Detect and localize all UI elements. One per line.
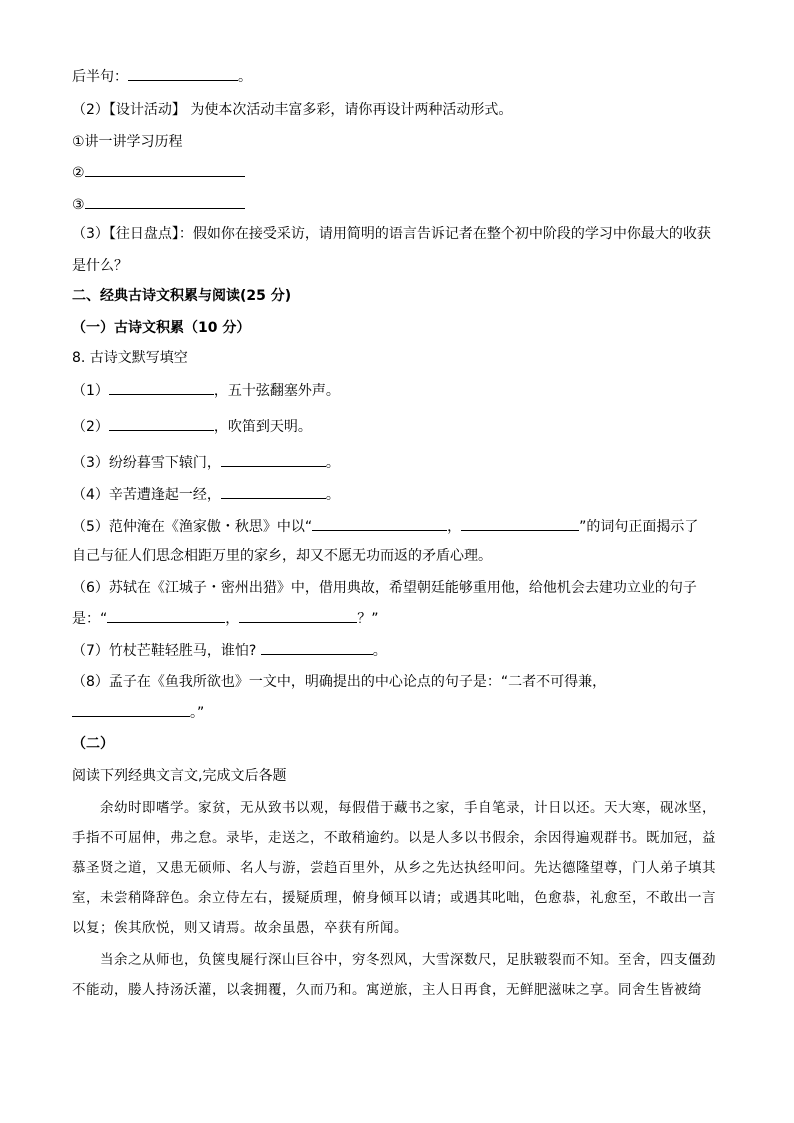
line-1 [72,66,252,87]
blank[interactable] [85,194,245,209]
blank[interactable] [109,416,214,431]
text: ”的词句正面揭示了 [579,519,699,535]
line-7: 是什么？ [72,258,128,274]
text: （5）范仲淹在《渔家傲・秋思》中以“ [72,519,313,535]
blank[interactable] [72,702,190,717]
text: 后半句： [72,69,128,85]
text: 。 [238,69,252,85]
text: 。” [190,705,205,721]
passage-line: 手指不可屈伸，弗之怠。录毕，走送之，不敢稍逾约。以是人多以书假余，余因得遍观群书。既加冠，益 [72,830,716,846]
section-2-title: 二、经典古诗文积累与阅读(25 分) [72,288,292,304]
fill-2 [72,416,312,437]
reading-instructions: 阅读下列经典文言文,完成文后各题 [72,768,287,784]
subsection-2-title: （二） [72,736,114,752]
blank[interactable] [312,516,447,531]
fill-5 [72,516,698,537]
line-6: （3）【往日盘点】：假如你在接受采访，请用简明的语言告诉记者在整个初中阶段的学习中你最大的收获 [72,226,711,242]
text: ② [72,165,85,181]
passage-line: 余幼时即嗜学。家贫，无从致书以观，每假借于藏书之家，手自笔录，计日以还。天大寒，砚冰坚， [100,800,716,816]
subsection-1-title: （一）古诗文积累（10 分） [72,320,251,336]
line-2: （2）【设计活动】 为使本次活动丰富多彩，请你再设计两种活动形式。 [72,102,513,118]
text: ， [225,611,240,627]
blank[interactable] [221,452,326,467]
fill-1 [72,380,340,401]
blank[interactable] [107,608,225,623]
fill-6-answer [72,608,379,629]
blank[interactable] [109,380,214,395]
fill-4 [72,484,340,505]
text: （3）纷纷暮雪下辕门， [72,455,221,471]
text: ，吹笛到天明。 [213,419,312,435]
text: （1） [72,383,109,399]
blank[interactable] [261,640,373,655]
text: 。 [325,487,340,503]
line-3: ①讲一讲学习历程 [72,134,183,150]
text: ，五十弦翻塞外声。 [213,383,340,399]
line-5 [72,194,245,215]
blank[interactable] [128,66,238,81]
fill-8: （8）孟子在《鱼我所欲也》一文中，明确提出的中心论点的句子是：“二者不可得兼， [72,674,607,690]
blank[interactable] [221,484,326,499]
passage-line: 慕圣贤之道，又患无硕师、名人与游，尝趋百里外，从乡之先达执经叩问。先达德隆望尊，门人弟子填其 [72,860,716,876]
text: （4）辛苦遭逢起一经， [72,487,221,503]
text: ？” [357,611,379,627]
text: （2） [72,419,109,435]
blank[interactable] [239,608,357,623]
text: 。 [372,643,387,659]
line-4 [72,162,245,183]
text: 是：“ [72,611,108,627]
fill-5-cont: 自己与征人们思念相距万里的家乡，却又不愿无功而返的矛盾心理。 [72,548,492,564]
passage-line: 室，未尝稍降辞色。余立侍左右，援疑质理，俯身倾耳以请；或遇其叱咄，色愈恭，礼愈至，不敢出一言 [72,890,716,906]
text: ③ [72,197,85,213]
text: 。 [325,455,340,471]
text: （7）竹杖芒鞋轻胜马，谁怕? [72,643,261,659]
passage-line: 以复；俟其欣悦，则又请焉。故余虽愚，卒获有所闻。 [72,920,408,936]
fill-7 [72,640,387,661]
passage-line: 不能动，媵人持汤沃灌，以衾拥覆，久而乃和。寓逆旅，主人日再食，无鲜肥滋味之享。同舍生皆被绮 [72,982,702,998]
text: ， [447,519,462,535]
fill-3 [72,452,340,473]
fill-8-answer [72,702,204,723]
blank[interactable] [461,516,579,531]
passage-line: 当余之从师也，负箧曳屣行深山巨谷中，穷冬烈风，大雪深数尺，足肤皲裂而不知。至舍，四支僵劲 [100,952,716,968]
question-8: 8. 古诗文默写填空 [72,350,188,366]
fill-6: （6）苏轼在《江城子・密州出猎》中，借用典故，希望朝廷能够重用他，给他机会去建功立业的句子 [72,580,697,596]
blank[interactable] [85,162,245,177]
